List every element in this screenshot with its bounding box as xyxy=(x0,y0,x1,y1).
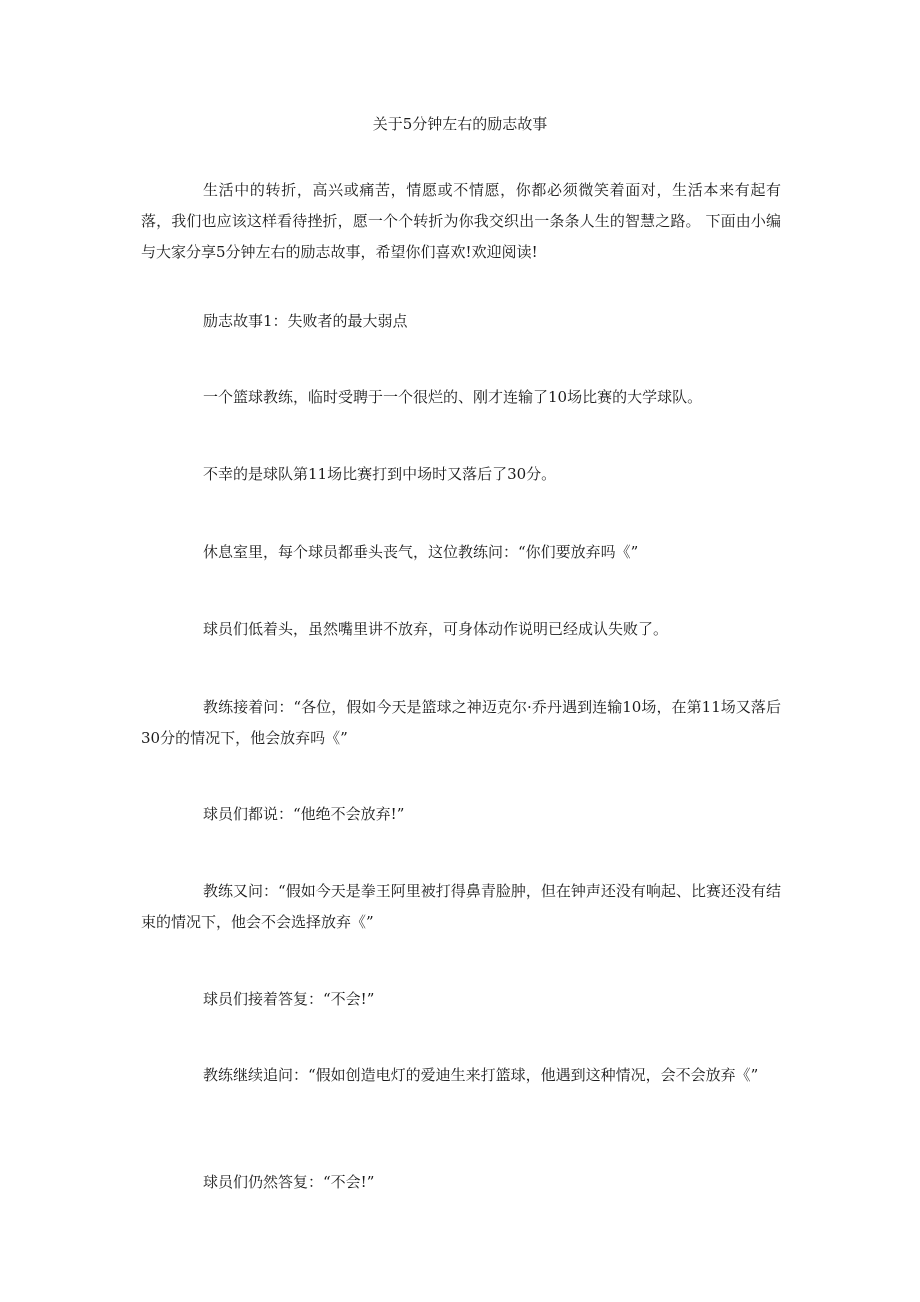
paragraph: 球员们都说：“他绝不会放弃!” xyxy=(203,805,405,823)
paragraph: 球员们仍然答复：“不会!” xyxy=(203,1173,375,1191)
paragraph: 球员们低着头，虽然嘴里讲不放弃，可身体动作说明已经成认失败了。 xyxy=(203,620,669,638)
paragraph: 教练又问：“假如今天是拳王阿里被打得鼻青脸肿，但在钟声还没有响起、比赛还没有结束的情况下，他会不会选择放弃《” xyxy=(141,882,781,931)
paragraph: 一个篮球教练，临时受聘于一个很烂的、刚才连输了10场比赛的大学球队。 xyxy=(203,388,703,406)
document-title: 关于5分钟左右的励志故事 xyxy=(372,115,548,133)
intro-paragraph: 生活中的转折，高兴或痛苦，情愿或不情愿，你都必须微笑着面对，生活本来有起有落，我们也应该这样看待挫折，愿一个个转折为你我交织出一条条人生的智慧之路。 下面由小编与大家分享5分钟左右的励志故事，希望你们喜欢!欢迎阅读! xyxy=(141,181,781,261)
paragraph: 球员们接着答复：“不会!” xyxy=(203,990,375,1008)
story-heading: 励志故事1：失败者的最大弱点 xyxy=(203,312,408,330)
paragraph: 教练继续追问：“假如创造电灯的爱迪生来打篮球，他遇到这种情况，会不会放弃《” xyxy=(203,1066,759,1084)
paragraph: 休息室里，每个球员都垂头丧气，这位教练问：“你们要放弃吗《” xyxy=(203,543,639,561)
paragraph: 教练接着问：“各位，假如今天是篮球之神迈克尔·乔丹遇到连输10场，在第11场又落后30分的情况下，他会放弃吗《” xyxy=(141,698,781,747)
paragraph: 不幸的是球队第11场比赛打到中场时又落后了30分。 xyxy=(203,465,557,483)
